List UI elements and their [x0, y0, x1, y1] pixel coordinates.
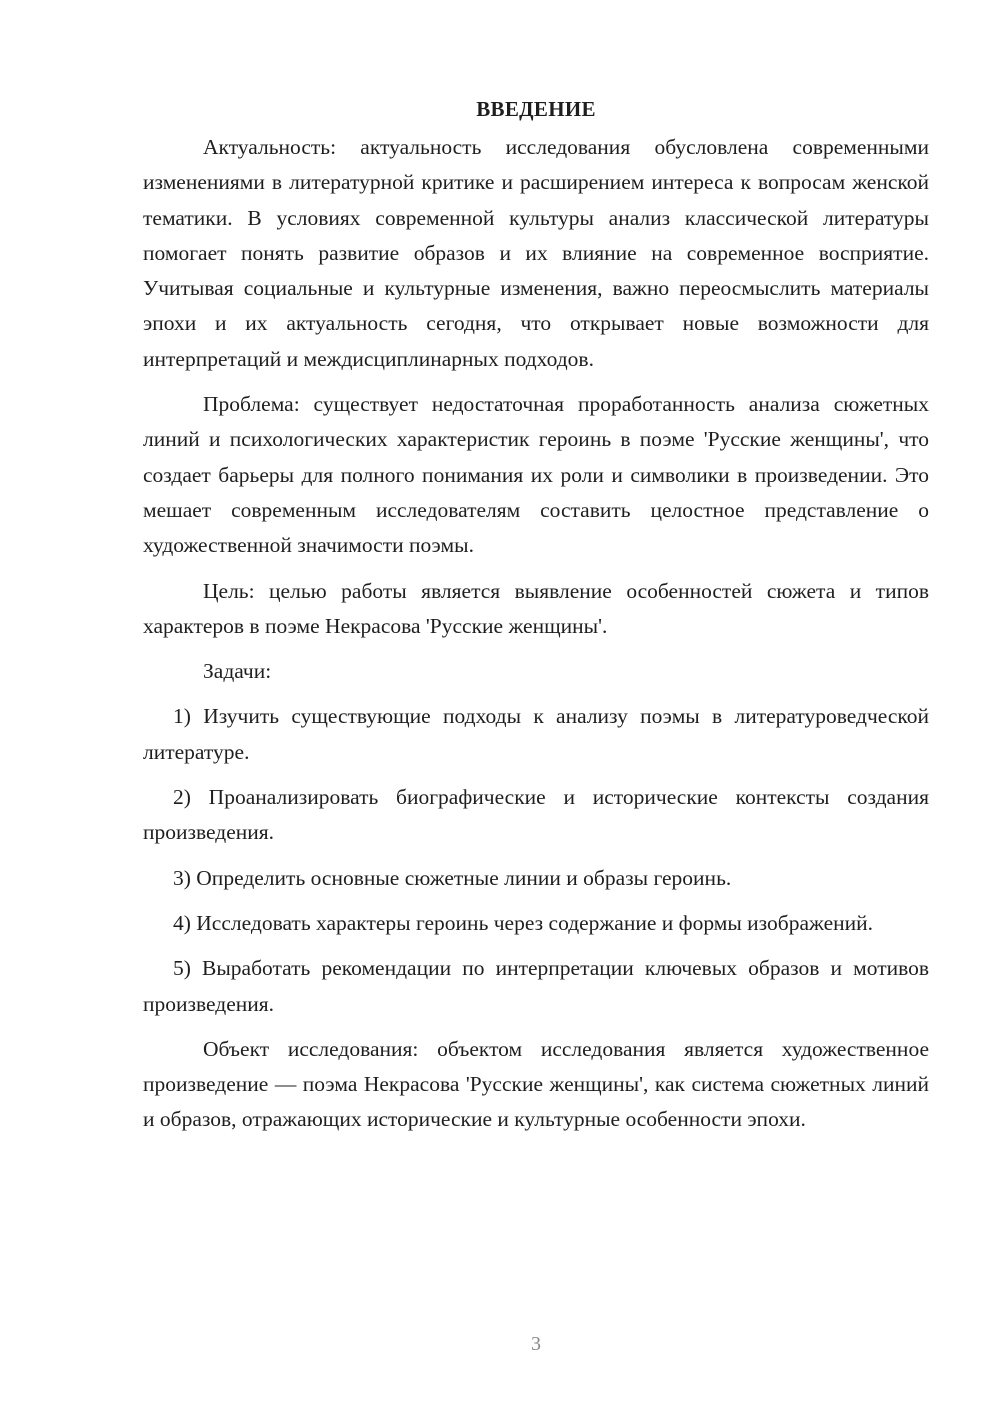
goal-paragraph: Цель: целью работы является выявление особенностей сюжета и типов характеров в поэме Некрасова 'Русские женщины'.: [143, 578, 929, 638]
object-paragraph: Объект исследования: объектом исследования является художественное произведение — поэма Некрасова 'Русские женщины', как система сюжетных линий и образов, отражающих исторические и культурные особенности эпохи.: [143, 1036, 929, 1132]
task-item-4: 4) Исследовать характеры героинь через содержание и формы изображений.: [173, 910, 874, 935]
section-title: ВВЕДЕНИЕ: [476, 97, 596, 121]
task-item-3: 3) Определить основные сюжетные линии и образы героинь.: [173, 865, 732, 890]
task-item-1: 1) Изучить существующие подходы к анализу поэмы в литературоведческой литературе.: [143, 704, 929, 764]
relevance-paragraph: Актуальность: актуальность исследования обусловлена современными изменениями в литературной критике и расширением интереса к вопросам женской тематики. В условиях современной культуры анализ классической литературы помогает понять развитие образов и их влияние на современное восприятие. Учитывая социальные и культурные изменения, важно переосмыслить материалы эпохи и их актуальность сегодня, что открывает новые возможности для интерпретаций и междисциплинарных подходов.: [143, 135, 929, 371]
page-number: 3: [531, 1333, 541, 1355]
tasks-heading: Задачи:: [203, 659, 272, 684]
task-item-2: 2) Проанализировать биографические и исторические контексты создания произведения.: [143, 785, 929, 845]
document-page: [143, 92, 929, 1148]
problem-paragraph: Проблема: существует недостаточная проработанность анализа сюжетных линий и психологических характеристик героинь в поэме 'Русские женщины', что создает барьеры для полного понимания их роли и символики в произведении. Это мешает современным исследователям составить целостное представление о художественной значимости поэмы.: [143, 392, 929, 558]
task-item-5: 5) Выработать рекомендации по интерпретации ключевых образов и мотивов произведения.: [143, 956, 929, 1016]
